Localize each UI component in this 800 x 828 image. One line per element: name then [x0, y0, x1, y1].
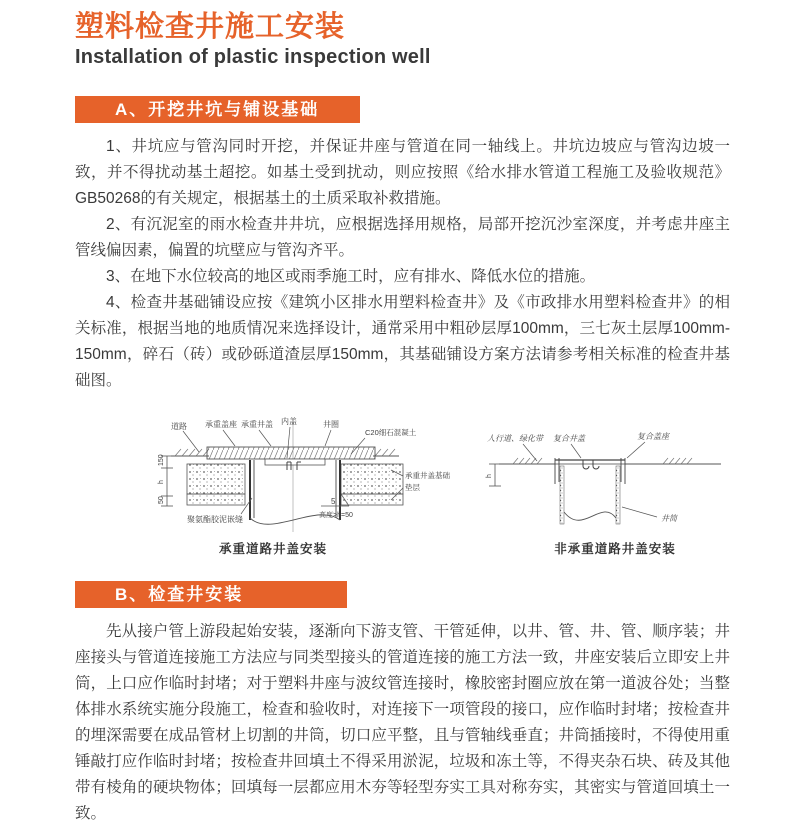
label-height-note: 高度>h=50	[319, 512, 353, 519]
paragraph: 3、在地下水位较高的地区或雨季施工时，应有排水、降低水位的措施。	[106, 268, 596, 285]
paragraph: 先从接户管上游段起始安装，逐渐向下游支管、干管延伸，以井、管、井、管、顺序装；井座接头与管道连接施工方法应与同类型接头的管道连接的施工方法一致，井座安装后立即安上井筒，上口应作临时封堵；对于塑料井座与波纹管连接时，橡胶密封圈应放在第一道波谷处；当整体排水系统实施分段施工，检查和验收时，对连接下一项管段的接口，应作临时封堵；按检查井的埋深需要在成品管材上切割的井筒，切口应平整，且与管轴线垂直；井筒插接时，不得使用重锤敲打应作临时封堵；按检查井回填土不得采用淤泥，垃圾和冻土等，不得夹杂石块、砖及其他带有棱角的硬块物体；回填每一层都应用木夯等轻型夯实工具对称夯实，其密实与管道回填土一致。	[75, 623, 730, 822]
section-b-banner	[75, 581, 347, 608]
label-sealant: 聚氨酯胶泥嵌缝	[187, 515, 243, 524]
dimension-label-150: 150	[158, 454, 165, 466]
well-shaft	[560, 466, 620, 524]
label-shaft: 井筒	[661, 514, 677, 523]
figure-caption: 非承重道路井盖安装	[554, 542, 676, 556]
label-sidewalk: 人行道、绿化带	[487, 434, 543, 443]
label-cushion: 垫层	[405, 483, 420, 492]
inner-cover-shape	[265, 459, 325, 465]
label-inner-cover: 内盖	[281, 417, 297, 426]
page-subtitle: Installation of plastic inspection well	[75, 46, 431, 68]
label-well-ring: 井圈	[323, 420, 339, 429]
paragraph: 4、检查井基础铺设应按《建筑小区排水用塑料检查井》及《市政排水用塑料检查井》的相关标准，根据当地的地质情况来选择设计，通常采用中粗砂层厚100mm，三七灰土层厚100mm-150mm，碎石（砖）或砂砾道渣层厚150mm，其基础铺设方案方法请参考相关标准的检查井基础图。	[75, 294, 730, 389]
section-b-heading: B、检查井安装	[115, 585, 244, 604]
figure-bearing-cover-installation	[153, 414, 463, 557]
page-title: 塑料检查井施工安装	[75, 11, 346, 43]
label-gap-5: 5	[331, 497, 336, 506]
figure-nonbearing-cover-installation	[479, 414, 751, 557]
label-c20-concrete: C20细石混凝土	[365, 428, 417, 437]
label-composite-seat: 复合盖座	[637, 432, 669, 441]
dimension-label-50: 50	[158, 496, 165, 504]
paragraph: 1、井坑应与管沟同时开挖，并保证井座与管道在同一轴线上。井坑边坡应与管沟边坡一致，并不得扰动基土超挖。如基土受到扰动，则应按照《给水排水管道工程施工及验收规范》GB50268的有关规定，根据基土的土质采取补救措施。	[75, 138, 730, 207]
foundation-blocks	[187, 464, 403, 505]
label-foundation: 承重井盖基础	[405, 471, 450, 480]
label-road: 道路	[171, 422, 187, 431]
section-a-body	[75, 134, 730, 394]
composite-cover-shape	[555, 458, 625, 484]
section-b-body	[75, 619, 730, 827]
dimension-label-h: h	[486, 474, 493, 478]
label-bearing-cover: 承重井盖	[241, 420, 273, 429]
paragraph: 2、有沉泥室的雨水检查井井坑，应根据选择用规格，局部开挖沉沙室深度，并考虑井座主管线偏因素，偏置的坑壁应与管沟齐平。	[75, 216, 730, 259]
leader-lines	[523, 442, 657, 517]
section-a-banner	[75, 96, 360, 123]
nonbearing-cover-diagram	[479, 414, 751, 536]
soil-hatch	[513, 458, 692, 464]
label-bearing-seat: 承重盖座	[205, 420, 237, 429]
bearing-cover-diagram	[153, 414, 463, 536]
label-composite-cover: 复合井盖	[553, 434, 585, 443]
dimension-label-h: h	[158, 480, 165, 484]
figure-caption: 承重道路井盖安装	[218, 542, 327, 556]
cover-slab	[207, 447, 375, 459]
section-a-heading: A、开挖井坑与铺设基础	[115, 100, 320, 119]
figures-row	[153, 414, 730, 557]
